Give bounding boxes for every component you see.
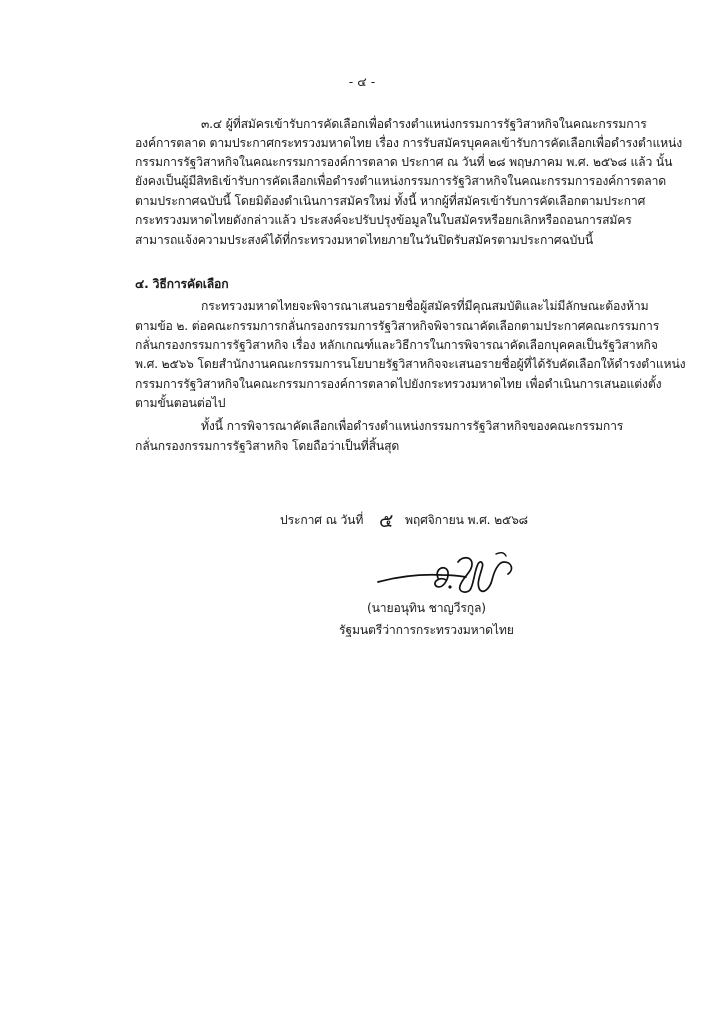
section-4-para2-line-2: กลั่นกรองกรรมการรัฐวิสาหกิจ โดยถือว่าเป็นที่สิ้นสุด [135,439,400,453]
section-3-4-line-3: กรรมการรัฐวิสาหกิจในคณะกรรมการองค์การตลาด ประกาศ ณ วันที่ ๒๘ พฤษภาคม พ.ศ. ๒๕๖๘ แล้ว นั้น [135,155,673,169]
section-4-para1-line-6: ตามขั้นตอนต่อไป [135,396,226,410]
section-3-4-line-4: ยังคงเป็นผู้มีสิทธิเข้ารับการคัดเลือกเพื่อดำรงตำแหน่งกรรมการรัฐวิสาหกิจในคณะกรรมการองค์การตลาด [135,174,667,188]
signatory-name: (นายอนุทิน ชาญวีรกูล) [367,601,486,615]
section-4-para1-line-1: กระทรวงมหาดไทยจะพิจารณาเสนอรายชื่อผู้สมัครที่มีคุณสมบัติและไม่มีลักษณะต้องห้าม [201,299,649,313]
section-3-4-line-1: ๓.๔ ผู้ที่สมัครเข้ารับการคัดเลือกเพื่อดำรงตำแหน่งกรรมการรัฐวิสาหกิจในคณะกรรมการ [201,117,647,131]
section-4-para1-line-4: พ.ศ. ๒๕๖๖ โดยสำนักงานคณะกรรมการนโยบายรัฐวิสาหกิจจะเสนอรายชื่อผู้ที่ได้รับคัดเลือกให้ดำรงตำแหน่ง [135,357,686,371]
section-4-heading: ๔. วิธีการคัดเลือก [135,277,229,291]
section-4-para1-line-5: กรรมการรัฐวิสาหกิจในคณะกรรมการองค์การตลาดไปยังกระทรวงมหาดไทย เพื่อดำเนินการเสนอแต่งตั้ง [135,377,662,391]
section-3-4-line-6: กระทรวงมหาดไทยดังกล่าวแล้ว ประสงค์จะปรับปรุงข้อมูลในใบสมัครหรือยกเลิกหรือถอนการสมัคร [135,213,632,227]
section-4-para1-line-3: กลั่นกรองกรรมการรัฐวิสาหกิจ เรื่อง หลักเกณฑ์และวิธีการในการพิจารณาคัดเลือกบุคคลเป็นรัฐวิสาหกิจ [135,338,658,352]
announcement-date [280,510,528,532]
page-number: - ๔ - [348,74,376,89]
section-4-para2-line-1: ทั้งนี้ การพิจารณาคัดเลือกเพื่อดำรงตำแหน่งกรรมการรัฐวิสาหกิจของคณะกรรมการ [201,419,624,433]
signatory-title: รัฐมนตรีว่าการกระทรวงมหาดไทย [339,623,514,637]
announcement-prefix: ประกาศ ณ วันที่ [280,513,364,527]
section-3-4-line-7: สามารถแจ้งความประสงค์ได้ที่กระทรวงมหาดไทยภายในวันปิดรับสมัครตามประกาศฉบับนี้ [135,233,593,247]
section-4-para1-line-2: ตามข้อ ๒. ต่อคณะกรรมการกลั่นกรองกรรมการรัฐวิสาหกิจพิจารณาคัดเลือกตามประกาศคณะกรรมการ [135,319,660,333]
announcement-day: ๕ [379,510,394,532]
announcement-month-year: พฤศจิกายน พ.ศ. ๒๕๖๘ [404,513,528,527]
section-3-4-line-5: ตามประกาศฉบับนี้ โดยมิต้องดำเนินการสมัครใหม่ ทั้งนี้ หากผู้ที่สมัครเข้ารับการคัดเลือกตามประกาศ [135,194,646,208]
section-3-4-line-2: องค์การตลาด ตามประกาศกระทรวงมหาดไทย เรื่อง การรับสมัครบุคคลเข้ารับการคัดเลือกเพื่อดำรงตำแหน่ง [135,136,683,150]
